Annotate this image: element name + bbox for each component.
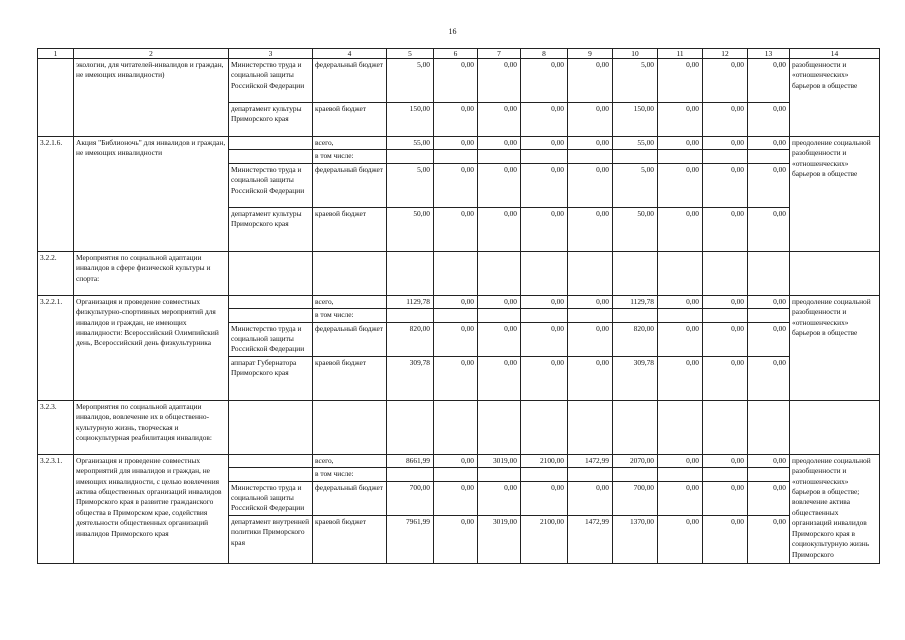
value-cell [478, 251, 521, 295]
value-cell: 0,00 [658, 454, 703, 467]
value-cell: 0,00 [434, 207, 478, 251]
funding-source-cell: краевой бюджет [313, 207, 387, 251]
value-cell: 55,00 [387, 137, 434, 150]
funding-source-cell: федеральный бюджет [313, 163, 387, 207]
value-cell: 0,00 [748, 481, 790, 515]
value-cell [658, 400, 703, 454]
value-cell [613, 150, 658, 163]
value-cell: 0,00 [658, 322, 703, 356]
header-cell: 13 [748, 49, 790, 59]
executor-cell: департамент культуры Приморского края [229, 103, 313, 137]
page-number: 16 [448, 27, 457, 36]
value-cell: 0,00 [521, 481, 568, 515]
funding-source-cell: краевой бюджет [313, 103, 387, 137]
value-cell [387, 468, 434, 481]
value-cell [434, 400, 478, 454]
executor-cell: аппарат Губернатора Приморского края [229, 356, 313, 400]
header-cell: 8 [521, 49, 568, 59]
value-cell: 0,00 [521, 137, 568, 150]
table-row [38, 295, 880, 308]
value-cell [521, 309, 568, 322]
value-cell: 0,00 [748, 515, 790, 563]
value-cell: 1129,78 [387, 295, 434, 308]
result-cell [790, 400, 880, 454]
value-cell: 0,00 [521, 322, 568, 356]
value-cell [434, 468, 478, 481]
funding-source-cell: в том числе: [313, 468, 387, 481]
value-cell: 0,00 [748, 137, 790, 150]
row-code: 3.2.2. [38, 251, 74, 295]
header-cell: 14 [790, 49, 880, 59]
value-cell [568, 309, 613, 322]
row-code: 3.2.3.1. [38, 454, 74, 563]
value-cell: 50,00 [387, 207, 434, 251]
executor-cell [229, 400, 313, 454]
value-cell [658, 309, 703, 322]
value-cell: 0,00 [521, 295, 568, 308]
value-cell: 0,00 [568, 207, 613, 251]
value-cell: 0,00 [658, 59, 703, 103]
value-cell: 0,00 [703, 481, 748, 515]
value-cell: 0,00 [748, 454, 790, 467]
funding-source-cell: федеральный бюджет [313, 322, 387, 356]
value-cell [568, 468, 613, 481]
value-cell: 0,00 [658, 103, 703, 137]
value-cell [387, 400, 434, 454]
value-cell: 0,00 [568, 322, 613, 356]
value-cell: 0,00 [434, 515, 478, 563]
value-cell [521, 400, 568, 454]
value-cell [658, 468, 703, 481]
header-cell: 11 [658, 49, 703, 59]
row-name: Организация и проведение совместных физкультурно-спортивных мероприятий для инвалидов и граждан, не имеющих инвалидности: Всероссийский Олимпийский день, Всероссийский день физкультурника [74, 295, 229, 400]
budget-table [37, 48, 880, 564]
value-cell: 0,00 [748, 322, 790, 356]
value-cell: 0,00 [568, 163, 613, 207]
funding-source-cell: федеральный бюджет [313, 59, 387, 103]
value-cell: 0,00 [434, 356, 478, 400]
value-cell: 0,00 [521, 103, 568, 137]
result-cell: преодоление социальной разобщенности и «отношенческих» барьеров в обществе [790, 137, 880, 252]
value-cell: 2100,00 [521, 454, 568, 467]
value-cell [748, 309, 790, 322]
value-cell: 0,00 [658, 356, 703, 400]
executor-cell: Министерство труда и социальной защиты Российской Федерации [229, 59, 313, 103]
value-cell: 2100,00 [521, 515, 568, 563]
value-cell: 3019,00 [478, 454, 521, 467]
value-cell: 0,00 [748, 163, 790, 207]
value-cell [613, 468, 658, 481]
value-cell: 0,00 [748, 295, 790, 308]
value-cell [434, 150, 478, 163]
value-cell [613, 400, 658, 454]
value-cell: 0,00 [568, 481, 613, 515]
executor-cell [229, 468, 313, 481]
value-cell: 0,00 [658, 137, 703, 150]
row-name: Мероприятия по социальной адаптации инвалидов в сфере физической культуры и спорта: [74, 251, 229, 295]
value-cell: 0,00 [703, 515, 748, 563]
value-cell: 1370,00 [613, 515, 658, 563]
value-cell: 0,00 [478, 481, 521, 515]
value-cell: 0,00 [748, 59, 790, 103]
executor-cell [229, 295, 313, 308]
funding-source-cell [313, 251, 387, 295]
executor-cell [229, 137, 313, 150]
table-row [38, 251, 880, 295]
value-cell: 309,78 [613, 356, 658, 400]
row-code: 3.2.1.6. [38, 137, 74, 252]
value-cell: 55,00 [613, 137, 658, 150]
result-cell: разобщенности и «отношенческих» барьеров в обществе [790, 59, 880, 137]
value-cell [387, 150, 434, 163]
executor-cell: департамент внутренней политики Приморского края [229, 515, 313, 563]
value-cell [434, 251, 478, 295]
value-cell: 0,00 [658, 207, 703, 251]
value-cell: 150,00 [613, 103, 658, 137]
value-cell: 700,00 [387, 481, 434, 515]
value-cell [613, 309, 658, 322]
value-cell: 0,00 [478, 295, 521, 308]
executor-cell: департамент культуры Приморского края [229, 207, 313, 251]
value-cell: 0,00 [521, 207, 568, 251]
executor-cell: Министерство труда и социальной защиты Российской Федерации [229, 322, 313, 356]
value-cell: 0,00 [748, 103, 790, 137]
value-cell [658, 251, 703, 295]
header-cell: 7 [478, 49, 521, 59]
value-cell [658, 150, 703, 163]
value-cell [703, 150, 748, 163]
value-cell [434, 309, 478, 322]
value-cell [748, 468, 790, 481]
value-cell [568, 251, 613, 295]
executor-cell [229, 454, 313, 467]
value-cell: 0,00 [568, 59, 613, 103]
value-cell: 0,00 [568, 103, 613, 137]
executor-cell [229, 150, 313, 163]
value-cell: 0,00 [703, 103, 748, 137]
value-cell [387, 309, 434, 322]
value-cell [703, 468, 748, 481]
funding-source-cell: всего, [313, 454, 387, 467]
header-cell: 6 [434, 49, 478, 59]
header-cell: 3 [229, 49, 313, 59]
value-cell: 0,00 [434, 481, 478, 515]
value-cell: 0,00 [478, 137, 521, 150]
header-cell: 12 [703, 49, 748, 59]
value-cell: 0,00 [478, 59, 521, 103]
value-cell: 7961,99 [387, 515, 434, 563]
value-cell: 0,00 [521, 163, 568, 207]
table-row [38, 137, 880, 150]
header-cell: 5 [387, 49, 434, 59]
row-code [38, 59, 74, 137]
value-cell [478, 400, 521, 454]
executor-cell [229, 251, 313, 295]
value-cell: 150,00 [387, 103, 434, 137]
value-cell: 50,00 [613, 207, 658, 251]
value-cell: 0,00 [658, 515, 703, 563]
value-cell: 0,00 [703, 59, 748, 103]
value-cell: 0,00 [568, 137, 613, 150]
value-cell: 0,00 [434, 295, 478, 308]
row-name: экологии, для читателей-инвалидов и граждан, не имеющих инвалидности) [74, 59, 229, 137]
funding-source-cell: всего, [313, 295, 387, 308]
value-cell [748, 400, 790, 454]
value-cell: 0,00 [434, 454, 478, 467]
value-cell [521, 150, 568, 163]
value-cell: 0,00 [658, 295, 703, 308]
row-code: 3.2.2.1. [38, 295, 74, 400]
value-cell: 820,00 [613, 322, 658, 356]
value-cell [478, 468, 521, 481]
value-cell: 0,00 [748, 207, 790, 251]
value-cell [748, 251, 790, 295]
value-cell: 0,00 [478, 163, 521, 207]
value-cell [703, 400, 748, 454]
value-cell: 5,00 [387, 59, 434, 103]
executor-cell: Министерство труда и социальной защиты Российской Федерации [229, 163, 313, 207]
value-cell: 0,00 [703, 207, 748, 251]
row-code: 3.2.3. [38, 400, 74, 454]
value-cell: 0,00 [703, 137, 748, 150]
value-cell: 0,00 [434, 59, 478, 103]
header-cell: 10 [613, 49, 658, 59]
row-name: Акция "Библионочь" для инвалидов и граждан, не имеющих инвалидности [74, 137, 229, 252]
value-cell: 0,00 [478, 103, 521, 137]
value-cell: 0,00 [521, 59, 568, 103]
header-cell: 9 [568, 49, 613, 59]
executor-cell: Министерство труда и социальной защиты Российской Федерации [229, 481, 313, 515]
value-cell [478, 309, 521, 322]
value-cell: 0,00 [703, 295, 748, 308]
value-cell [521, 251, 568, 295]
value-cell: 0,00 [478, 207, 521, 251]
value-cell [748, 150, 790, 163]
value-cell: 1472,99 [568, 515, 613, 563]
value-cell: 8661,99 [387, 454, 434, 467]
value-cell: 0,00 [748, 356, 790, 400]
value-cell: 3019,00 [478, 515, 521, 563]
value-cell: 0,00 [703, 163, 748, 207]
table-row [38, 59, 880, 103]
result-cell: преодоление социальной разобщенности и «отношенческих» барьеров в обществе; вовлечение актива общественных организаций инвалидов Приморского края в социокультурную жизнь Приморского [790, 454, 880, 563]
table-row [38, 454, 880, 467]
funding-source-cell: краевой бюджет [313, 356, 387, 400]
funding-source-cell: краевой бюджет [313, 515, 387, 563]
table-row [38, 400, 880, 454]
value-cell: 0,00 [434, 322, 478, 356]
value-cell: 309,78 [387, 356, 434, 400]
value-cell: 0,00 [703, 356, 748, 400]
value-cell: 1472,99 [568, 454, 613, 467]
value-cell: 700,00 [613, 481, 658, 515]
row-name: Мероприятия по социальной адаптации инвалидов, вовлечение их в общественно-культурную жизнь, творческая и социокультурная реабилитация инвалидов: [74, 400, 229, 454]
value-cell: 0,00 [521, 356, 568, 400]
value-cell [568, 400, 613, 454]
value-cell: 0,00 [434, 163, 478, 207]
value-cell: 0,00 [478, 322, 521, 356]
value-cell: 0,00 [703, 454, 748, 467]
header-cell: 4 [313, 49, 387, 59]
value-cell: 1129,78 [613, 295, 658, 308]
funding-source-cell: в том числе: [313, 309, 387, 322]
result-cell: преодоление социальной разобщенности и «отношенческих» барьеров в обществе [790, 295, 880, 400]
value-cell [703, 309, 748, 322]
funding-source-cell: в том числе: [313, 150, 387, 163]
value-cell: 0,00 [568, 356, 613, 400]
value-cell: 0,00 [568, 295, 613, 308]
value-cell: 0,00 [478, 356, 521, 400]
executor-cell [229, 309, 313, 322]
value-cell [387, 251, 434, 295]
value-cell [703, 251, 748, 295]
value-cell: 820,00 [387, 322, 434, 356]
value-cell: 0,00 [658, 163, 703, 207]
result-cell [790, 251, 880, 295]
value-cell [613, 251, 658, 295]
header-row [38, 49, 880, 59]
value-cell: 0,00 [434, 103, 478, 137]
header-cell: 1 [38, 49, 74, 59]
value-cell: 5,00 [387, 163, 434, 207]
funding-source-cell: всего, [313, 137, 387, 150]
value-cell [568, 150, 613, 163]
funding-source-cell: федеральный бюджет [313, 481, 387, 515]
header-cell: 2 [74, 49, 229, 59]
value-cell: 0,00 [434, 137, 478, 150]
value-cell [521, 468, 568, 481]
funding-source-cell [313, 400, 387, 454]
value-cell: 0,00 [703, 322, 748, 356]
value-cell: 0,00 [658, 481, 703, 515]
value-cell: 5,00 [613, 163, 658, 207]
value-cell: 2070,00 [613, 454, 658, 467]
value-cell: 5,00 [613, 59, 658, 103]
row-name: Организация и проведение совместных мероприятий для инвалидов и граждан, не имеющих инвалидности, с целью вовлечения актива общественных организаций инвалидов Приморского края в развитие гражданского общества в Приморском крае, содействия деятельности общественных организаций инвалидов Приморского края [74, 454, 229, 563]
value-cell [478, 150, 521, 163]
